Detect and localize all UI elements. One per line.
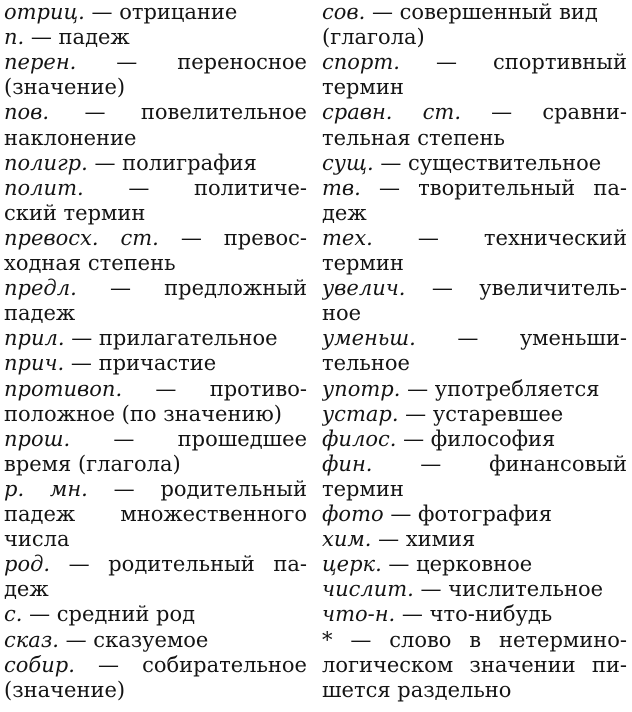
abbreviation: устар.	[322, 401, 399, 426]
abbreviation: сказ.	[4, 627, 59, 652]
definition-word: предложный	[164, 276, 307, 301]
abbreviation-word: уменьш.	[322, 326, 416, 351]
entry-line	[4, 225, 307, 251]
entry-line	[4, 350, 307, 376]
entry-line	[4, 0, 307, 25]
definition-word: —	[113, 426, 135, 451]
abbreviation: числит.	[322, 577, 414, 602]
abbreviation-word: род.	[4, 552, 51, 577]
definition-text: — существительное	[373, 150, 602, 175]
entry-line	[322, 627, 627, 653]
entry-line	[4, 250, 307, 276]
definition-text: — химия	[371, 527, 476, 552]
entry-line	[322, 200, 627, 226]
abbreviation-word: увелич.	[322, 276, 406, 301]
entry-line	[322, 426, 627, 452]
definition-word: —	[97, 652, 119, 677]
abbreviation-word: собир.	[4, 652, 75, 677]
definition-text: ходная степень	[4, 251, 176, 275]
abbreviation: сов.	[322, 0, 366, 24]
abbreviation: что-н.	[322, 602, 396, 627]
abbreviation-word: фин.	[322, 451, 373, 476]
definition-text: числа	[4, 527, 70, 552]
abbreviation-word: пов.	[4, 100, 50, 125]
definition-word: собирательное	[142, 652, 307, 677]
definition-word: —	[420, 451, 442, 476]
abbreviation-word: ст.	[120, 225, 159, 250]
entry-line	[322, 451, 627, 477]
definition-text: — причастие	[64, 351, 217, 376]
definition-word: родительный	[108, 552, 255, 577]
definition-word: творительный	[418, 175, 576, 200]
entry-line	[4, 49, 307, 75]
entry-line	[4, 275, 307, 301]
entry-line	[322, 476, 627, 502]
abbreviation-word: сравн.	[322, 100, 393, 125]
definition-text: (глагола)	[322, 25, 425, 50]
definition-word: противо-	[209, 376, 307, 401]
entry-line	[322, 0, 627, 25]
definition-text: — средний род	[22, 602, 196, 627]
definition-word: —	[68, 552, 90, 577]
definition-word: —	[350, 627, 372, 652]
abbreviation: полигр.	[4, 150, 88, 175]
abbreviation: сущ.	[322, 150, 374, 175]
definition-text: термин	[322, 251, 404, 275]
definition-text: тельная степень	[322, 125, 505, 150]
definition-word: —	[128, 175, 150, 200]
definition-text: ский термин	[4, 200, 146, 225]
entry-line	[4, 74, 307, 100]
definition-word: пи-	[591, 652, 627, 677]
entry-line	[4, 551, 307, 577]
entry-line	[4, 325, 307, 351]
definition-text: положное (по значению)	[4, 401, 282, 426]
definition-word: —	[417, 225, 439, 250]
entry-line	[4, 601, 307, 627]
entry-line	[4, 401, 307, 427]
definition-text: — употребляется	[400, 376, 600, 401]
entry-line	[4, 652, 307, 678]
definition-text: — устаревшее	[398, 401, 564, 426]
definition-text: — церковное	[381, 552, 533, 577]
entry-line	[322, 125, 627, 151]
abbreviation: отриц.	[4, 0, 85, 24]
definition-word: —	[155, 376, 177, 401]
entry-line	[4, 576, 307, 602]
definition-word: прошедшее	[177, 426, 307, 451]
entry-line	[322, 350, 627, 376]
entry-line	[322, 24, 627, 50]
abbreviation: с.	[4, 602, 23, 627]
abbreviation: прил.	[4, 326, 65, 351]
abbreviation-word: предл.	[4, 276, 77, 301]
definition-word: логическом	[322, 652, 454, 677]
entry-line	[4, 476, 307, 502]
abbreviation-word: мн.	[49, 476, 88, 501]
definition-text: шется раздельно	[322, 677, 512, 702]
definition-word: значении	[469, 652, 576, 677]
definition-text: падеж	[4, 301, 76, 326]
definition-text: деж	[322, 200, 367, 225]
definition-word: —	[109, 276, 131, 301]
definition-word: сравни-	[542, 100, 627, 125]
entry-line	[4, 200, 307, 226]
definition-text: термин	[322, 476, 404, 501]
definition-word: технический	[483, 225, 627, 250]
definition-word: —	[435, 50, 457, 75]
entry-line	[4, 376, 307, 402]
definition-text: наклонение	[4, 125, 137, 150]
definition-text: — отрицание	[84, 0, 238, 24]
entry-line	[4, 501, 307, 527]
definition-word: родительный	[160, 476, 307, 501]
definition-text: время (глагола)	[4, 451, 181, 476]
entry-line	[322, 601, 627, 627]
definition-text: — числительное	[413, 577, 604, 602]
abbreviation-word: полит.	[4, 175, 84, 200]
entry-line	[322, 401, 627, 427]
definition-word: —	[378, 175, 400, 200]
entry-line	[322, 49, 627, 75]
abbreviation-word: тв.	[322, 175, 361, 200]
abbreviation-word: прош.	[4, 426, 71, 451]
entry-line	[322, 175, 627, 201]
definition-text: — полиграфия	[87, 150, 257, 175]
abbreviation: употр.	[322, 376, 401, 401]
entry-line	[4, 175, 307, 201]
definition-word: слово	[389, 627, 452, 652]
definition-word: спортивный	[493, 50, 627, 75]
definition-word: политиче-	[194, 175, 307, 200]
definition-word: падеж	[4, 502, 76, 526]
definition-word: па-	[593, 175, 627, 200]
entry-line	[322, 652, 627, 678]
definition-word: нетермино-	[498, 627, 627, 652]
abbreviation-word: перен.	[4, 50, 77, 75]
entry-line	[322, 99, 627, 125]
abbreviation-word: тех.	[322, 225, 373, 250]
entry-line	[322, 325, 627, 351]
entry-line	[322, 576, 627, 602]
abbreviation: фото	[322, 502, 384, 526]
definition-text: — падеж	[24, 25, 130, 50]
definition-word: в	[469, 627, 482, 652]
entry-line	[322, 376, 627, 402]
entry-line	[4, 125, 307, 151]
definition-text: (значение)	[4, 75, 126, 100]
definition-text: — прилагательное	[64, 326, 278, 351]
definition-text: — философия	[396, 426, 556, 451]
definition-text: — сказуемое	[58, 627, 209, 652]
abbreviation: церк.	[322, 552, 382, 577]
definition-word: —	[116, 50, 138, 75]
definition-word: —	[113, 476, 135, 501]
entry-line	[322, 677, 627, 703]
definition-word: —	[457, 326, 479, 351]
definition-text: — фотография	[383, 502, 552, 526]
definition-word: —	[180, 225, 202, 250]
entry-line	[322, 526, 627, 552]
definition-text: (значение)	[4, 677, 126, 702]
definition-word: —	[491, 100, 513, 125]
entry-line	[4, 526, 307, 552]
definition-word: переносное	[177, 50, 307, 75]
definition-text: тельное	[322, 351, 410, 376]
abbreviation: прич.	[4, 351, 65, 376]
definition-text: — совершенный вид	[365, 0, 598, 24]
entry-line	[322, 250, 627, 276]
entry-line	[322, 225, 627, 251]
entry-line	[322, 74, 627, 100]
entry-line	[4, 451, 307, 477]
definition-text: термин	[322, 75, 404, 100]
definition-word: *	[322, 627, 333, 652]
definition-word: превос-	[223, 225, 307, 250]
definition-text: деж	[4, 577, 49, 602]
definition-word: па-	[273, 552, 307, 577]
entry-line	[4, 24, 307, 50]
abbreviation-word: спорт.	[322, 50, 400, 75]
entry-line	[4, 677, 307, 703]
entry-line	[322, 551, 627, 577]
definition-word: множественного	[120, 502, 307, 526]
entry-line	[322, 150, 627, 176]
definition-word: уменьши-	[519, 326, 627, 351]
entry-line	[4, 99, 307, 125]
abbreviation-word: ст.	[422, 100, 461, 125]
entry-line	[4, 627, 307, 653]
definition-word: —	[84, 100, 106, 125]
definition-word: —	[431, 276, 453, 301]
entry-line	[322, 501, 627, 527]
abbreviation: п.	[4, 25, 25, 50]
definition-text: — что-нибудь	[395, 602, 553, 627]
definition-word: повелительное	[140, 100, 307, 125]
abbreviation: филос.	[322, 426, 397, 451]
entry-line	[4, 426, 307, 452]
entry-line	[322, 275, 627, 301]
entry-line	[322, 300, 627, 326]
entry-line	[4, 150, 307, 176]
abbreviation: хим.	[322, 527, 372, 552]
definition-word: финансовый	[489, 451, 627, 476]
definition-text: ное	[322, 301, 362, 326]
abbreviation-word: противоп.	[4, 376, 123, 401]
entry-line	[4, 300, 307, 326]
definition-word: увеличитель-	[479, 276, 627, 301]
abbreviation-word: р.	[4, 476, 25, 501]
abbreviation-word: превосх.	[4, 225, 99, 250]
